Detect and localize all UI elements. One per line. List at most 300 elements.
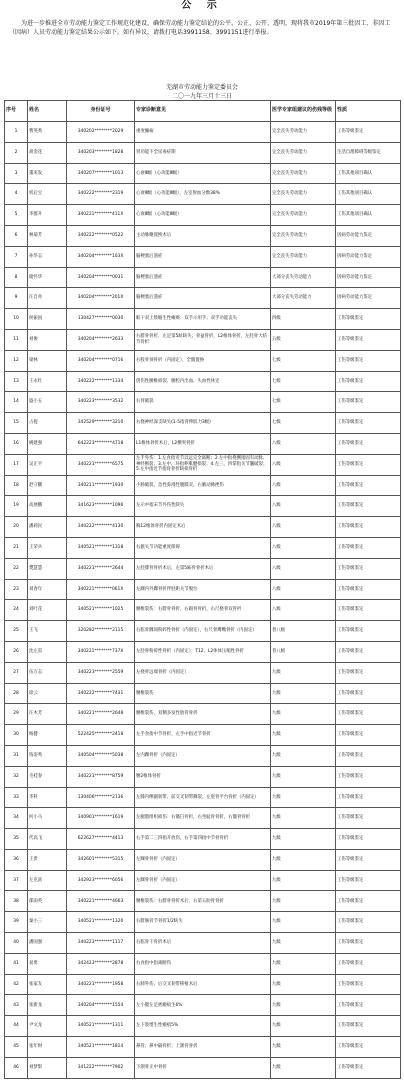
cell-index: 24: [5, 600, 28, 621]
cell-index: 6: [5, 225, 28, 246]
notice-intro: 为进一步推进全市劳动能力鉴定工作规范化建设，确保劳动能力鉴定结论的公平、公正、公开、透明，现将我市2019年第三批因工、非因工（因病）人员劳动能力鉴定结果公示如下。如有异议，请拨打电话3991158、3991151进行举报。: [9, 20, 391, 36]
cell-type: 工伤等级鉴定: [336, 641, 401, 662]
cell-disability-grade: 九级: [271, 849, 336, 870]
cell-type: 工伤等级鉴定: [336, 371, 401, 392]
appraisal-results-table: [4, 100, 401, 1079]
cell-disability-grade: 完全丧失劳动能力: [271, 122, 336, 143]
cell-disability-grade: 九级: [271, 1057, 336, 1078]
cell-id-number: 340504********5038: [67, 745, 135, 766]
cell-type: 工伤等级鉴定: [336, 829, 401, 850]
cell-type: 工伤等级鉴定: [336, 122, 401, 143]
cell-disability-grade: 完全丧失劳动能力: [271, 225, 336, 246]
cell-index: 45: [5, 1037, 28, 1058]
table-row: [5, 766, 401, 787]
cell-name: 伍万志: [28, 662, 67, 683]
cell-diagnosis: 小肠破裂、急性弥漫性腹膜炎，右腋动脉挫伤: [135, 475, 271, 496]
cell-disability-grade: 九级: [271, 1016, 336, 1037]
table-row: [5, 496, 401, 517]
cell-name: 代高飞: [28, 829, 67, 850]
cell-index: 22: [5, 558, 28, 579]
cell-disability-grade: 九级: [271, 933, 336, 954]
cell-type: 工伤等级鉴定: [336, 1057, 401, 1078]
cell-name: 王贵: [28, 849, 67, 870]
table-row: [5, 267, 401, 288]
cell-name: 张新龙: [28, 995, 67, 1016]
cell-diagnosis: 左桡骨远端骨折（内固定）: [135, 662, 271, 683]
cell-id-number: 340204********1554: [67, 995, 135, 1016]
table-row: [5, 621, 401, 642]
cell-diagnosis: 腰椎裂伤、双侧多发性肋骨骨折: [135, 704, 271, 725]
table-row: [5, 392, 401, 413]
issuing-organization: 芜湖市劳动能力鉴定委员会: [165, 84, 238, 91]
cell-disability-grade: 九级: [271, 808, 336, 829]
cell-name: 郁雨英: [28, 891, 67, 912]
cell-id-number: 642223********4718: [67, 433, 135, 454]
cell-index: 25: [5, 621, 28, 642]
cell-id-number: 340203********1828: [67, 142, 135, 163]
table-row: [5, 953, 401, 974]
table-row: [5, 933, 401, 954]
cell-disability-grade: 九级: [271, 891, 336, 912]
cell-disability-grade: 普八级: [271, 621, 336, 642]
cell-disability-grade: 九级: [271, 1037, 336, 1058]
cell-name: 汪自亮: [28, 288, 67, 309]
cell-diagnosis: 左手外伤：1.左食指近节以远完全离断；2.左中指桡侧指固有动脉、神经断裂；3.左中、环指伸肌腱损裂；4.左三、四掌指关节囊破裂；5.左中指近节指骨骨折缺损骨折: [135, 454, 271, 475]
cell-disability-grade: 九级: [271, 953, 336, 974]
cell-id-number: 340521********1320: [67, 912, 135, 933]
cell-type: 因病劳动能力鉴定: [336, 225, 401, 246]
cell-diagnosis: 心衰Ⅲ级（心功能Ⅲ级）: [135, 205, 271, 226]
cell-diagnosis: 腰椎裂伤: [135, 683, 271, 704]
cell-type: 工伤等级鉴定: [336, 475, 401, 496]
cell-name: 王飞: [28, 621, 67, 642]
cell-diagnosis: 脑梗塞后遗症: [135, 267, 271, 288]
cell-type: 工伤等级鉴定: [336, 392, 401, 413]
cell-type: 工伤等级鉴定: [336, 891, 401, 912]
table-row: [5, 288, 401, 309]
cell-index: 28: [5, 683, 28, 704]
cell-index: 33: [5, 787, 28, 808]
cell-diagnosis: 腰2椎体骨折: [135, 766, 271, 787]
cell-id-number: 340521********1318: [67, 537, 135, 558]
cell-type: 工伤等级鉴定: [336, 953, 401, 974]
table-row: [5, 163, 401, 184]
cell-type: 工伤等级鉴定: [336, 433, 401, 454]
column-header-diagnosis: 专家诊断意见: [135, 101, 271, 122]
cell-name: 侯振国: [28, 309, 67, 330]
cell-index: 40: [5, 933, 28, 954]
table-row: [5, 142, 401, 163]
table-row: [5, 683, 401, 704]
cell-name: 姚建强: [28, 433, 67, 454]
cell-diagnosis: 右手第二三四指开放伤，右手第四指中节骨骨折: [135, 829, 271, 850]
cell-name: 曹英秀: [28, 122, 67, 143]
issue-date: 二〇一九年三月十三日: [171, 93, 232, 100]
cell-type: 工伤等级鉴定: [336, 704, 401, 725]
cell-index: 21: [5, 537, 28, 558]
cell-disability-grade: 九级: [271, 787, 336, 808]
cell-diagnosis: 创伤性腰椎损裂、腰腔内出血，失血性休克: [135, 371, 271, 392]
cell-diagnosis: 右肱骨髁间粉碎性骨折（内固定），右尺骨鹰嘴骨折（内固定）: [135, 621, 271, 642]
cell-id-number: 340222********2319: [67, 184, 135, 205]
cell-name: 王荣兵: [28, 537, 67, 558]
cell-index: 5: [5, 205, 28, 226]
cell-diagnosis: 右肾破裂: [135, 392, 271, 413]
cell-id-number: 622627********4413: [67, 829, 135, 850]
cell-name: 李群升: [28, 205, 67, 226]
cell-disability-grade: 八级: [271, 600, 336, 621]
cell-type: 工伤等级鉴定: [336, 849, 401, 870]
cell-name: 张年财: [28, 1037, 67, 1058]
cell-type: 因病劳动能力鉴定: [336, 288, 401, 309]
cell-id-number: 340222********7431: [67, 683, 135, 704]
cell-diagnosis: 左手食指中节骨折、左手中指近节骨折: [135, 725, 271, 746]
cell-id-number: 340207********1013: [67, 163, 135, 184]
cell-disability-grade: 完全丧失劳动能力: [271, 142, 336, 163]
cell-disability-grade: 九级: [271, 725, 336, 746]
cell-id-number: 340521********1814: [67, 1037, 135, 1058]
cell-type: 工伤其他项目确认: [336, 184, 401, 205]
cell-diagnosis: 左踝骨骨折（内固定）: [135, 870, 271, 891]
cell-index: 7: [5, 246, 28, 267]
table-row: [5, 475, 401, 496]
cell-id-number: 340211********1930: [67, 475, 135, 496]
cell-index: 43: [5, 995, 28, 1016]
cell-id-number: 340204********0716: [67, 350, 135, 371]
cell-name: 刘俊: [28, 329, 67, 350]
cell-name: 王永红: [28, 371, 67, 392]
cell-type: 工伤等级鉴定: [336, 787, 401, 808]
cell-diagnosis: 左下肢增生性瘢痕5%: [135, 1016, 271, 1037]
cell-name: 易勇: [28, 953, 67, 974]
table-row: [5, 787, 401, 808]
table-row: [5, 122, 401, 143]
cell-index: 46: [5, 1057, 28, 1078]
cell-name: 潘国强: [28, 933, 67, 954]
table-row: [5, 205, 401, 226]
cell-disability-grade: 完全丧失劳动能力: [271, 205, 336, 226]
cell-disability-grade: 九级: [271, 974, 336, 995]
cell-disability-grade: 九级: [271, 870, 336, 891]
cell-index: 15: [5, 413, 28, 434]
cell-diagnosis: 腰椎裂伤：右腓骨骨折术后，右第五肋骨骨折: [135, 891, 271, 912]
cell-type: 工伤等级鉴定: [336, 662, 401, 683]
cell-index: 3: [5, 163, 28, 184]
cell-name: 吴正平: [28, 454, 67, 475]
cell-id-number: 340202********2029: [67, 122, 135, 143]
cell-disability-grade: 八级: [271, 496, 336, 517]
cell-diagnosis: 左小腿左足底瘢痕生6%: [135, 995, 271, 1016]
cell-name: 沈左雷: [28, 641, 67, 662]
cell-disability-grade: 九级: [271, 766, 336, 787]
cell-name: 潘莉民: [28, 517, 67, 538]
cell-index: 27: [5, 662, 28, 683]
cell-name: 董来发: [28, 163, 67, 184]
cell-disability-grade: 大部分丧失劳动能力: [271, 267, 336, 288]
cell-id-number: 341623********1096: [67, 496, 135, 517]
cell-diagnosis: 右腓肠骨节骨折1/2缺失: [135, 912, 271, 933]
cell-disability-grade: 九级: [271, 995, 336, 1016]
cell-disability-grade: 九级: [271, 829, 336, 850]
cell-type: 工伤等级鉴定: [336, 517, 401, 538]
cell-diagnosis: 右腓骨骨折，左足第5趾缺失；骨盆骨折，L2椎体骨折，左胫骨大结节骨折: [135, 329, 271, 350]
cell-type: 工伤其他项目确认: [336, 163, 401, 184]
cell-type: 工伤等级鉴定: [336, 683, 401, 704]
table-row: [5, 413, 401, 434]
cell-name: 杨健: [28, 725, 67, 746]
table-row: [5, 184, 401, 205]
cell-name: 占捉: [28, 413, 67, 434]
table-row: [5, 350, 401, 371]
cell-index: 17: [5, 454, 28, 475]
cell-name: 刘叶花: [28, 600, 67, 621]
cell-diagnosis: 右肺外伤、后交叉韧带移植术后: [135, 974, 271, 995]
cell-index: 14: [5, 392, 28, 413]
cell-name: 秦小三: [28, 912, 67, 933]
cell-diagnosis: 肾功能不全尿毒症期: [135, 142, 271, 163]
cell-id-number: 342601********5315: [67, 849, 135, 870]
cell-id-number: 342423********2878: [67, 953, 135, 974]
cell-index: 34: [5, 808, 28, 829]
table-row: [5, 891, 401, 912]
cell-id-number: 340223********2559: [67, 662, 135, 683]
table-row: [5, 246, 401, 267]
cell-index: 12: [5, 350, 28, 371]
table-row: [5, 870, 401, 891]
cell-disability-grade: 四级: [271, 309, 336, 330]
cell-disability-grade: 完全丧失劳动能力: [271, 184, 336, 205]
table-row: [5, 1037, 401, 1058]
cell-id-number: 340221********2648: [67, 704, 135, 725]
cell-name: 何小马: [28, 808, 67, 829]
cell-disability-grade: 九级: [271, 662, 336, 683]
cell-diagnosis: 主动脉瓣置换术后: [135, 225, 271, 246]
table-row: [5, 974, 401, 995]
cell-diagnosis: 心衰Ⅲ级（心功能Ⅲ级），左室射血分数38%: [135, 184, 271, 205]
cell-disability-grade: 八级: [271, 558, 336, 579]
cell-index: 19: [5, 496, 28, 517]
cell-disability-grade: 九级: [271, 683, 336, 704]
cell-disability-grade: 七级: [271, 371, 336, 392]
cell-id-number: 342529********3210: [67, 413, 135, 434]
cell-disability-grade: 五级: [271, 329, 336, 350]
table-row: [5, 704, 401, 725]
cell-index: 42: [5, 974, 28, 995]
cell-disability-grade: 八级: [271, 433, 336, 454]
cell-type: 工伤等级鉴定: [336, 454, 401, 475]
cell-id-number: 340221********411X: [67, 205, 135, 226]
cell-type: 工伤等级鉴定: [336, 870, 401, 891]
cell-index: 29: [5, 704, 28, 725]
column-header-id-number: 身份证号: [67, 101, 135, 122]
cell-diagnosis: 脑梗塞后遗症: [135, 246, 271, 267]
cell-type: 因病劳动能力鉴定: [336, 246, 401, 267]
cell-name: 孙华志: [28, 246, 67, 267]
column-header-type: 性质: [336, 101, 401, 122]
table-row: [5, 558, 401, 579]
cell-name: 赵守鹏: [28, 475, 67, 496]
cell-type: 工伤等级鉴定: [336, 1016, 401, 1037]
cell-id-number: 340221********1958: [67, 974, 135, 995]
cell-name: 机后宝: [28, 184, 67, 205]
table-row: [5, 454, 401, 475]
cell-name: 李科: [28, 787, 67, 808]
cell-index: 39: [5, 912, 28, 933]
cell-type: 生活自理障碍等级鉴定: [336, 142, 401, 163]
cell-type: 工伤等级鉴定: [336, 558, 401, 579]
cell-name: 高展鹏: [28, 496, 67, 517]
cell-diagnosis: 左踝骨骨折（内固定）: [135, 849, 271, 870]
cell-disability-grade: 大部分丧失劳动能力: [271, 288, 336, 309]
cell-index: 26: [5, 641, 28, 662]
cell-type: 工伤等级鉴定: [336, 766, 401, 787]
cell-disability-grade: 八级: [271, 517, 336, 538]
cell-disability-grade: 九级: [271, 745, 336, 766]
cell-disability-grade: 七级: [271, 350, 336, 371]
cell-id-number: 342923********6056: [67, 870, 135, 891]
cell-id-number: 340222********0522: [67, 225, 135, 246]
table-row: [5, 725, 401, 746]
table-row: [5, 329, 401, 350]
cell-index: 36: [5, 849, 28, 870]
cell-diagnosis: 下颌骨正中骨折: [135, 1057, 271, 1078]
cell-disability-grade: 七级: [271, 413, 336, 434]
cell-diagnosis: 右髌关节功能重度障碍: [135, 537, 271, 558]
cell-type: 工伤等级鉴定: [336, 912, 401, 933]
cell-index: 16: [5, 433, 28, 454]
cell-index: 20: [5, 517, 28, 538]
cell-index: 10: [5, 309, 28, 330]
cell-name: 刘梦影: [28, 1057, 67, 1078]
column-header-disability-grade: 医学专家组建议的伤残等级: [271, 101, 336, 122]
cell-diagnosis: 右桡神经深支缺失(1-5指背伸肌力3级): [135, 413, 271, 434]
cell-name: 盛小五: [28, 392, 67, 413]
cell-id-number: 340204********201X: [67, 288, 135, 309]
cell-type: 工伤等级鉴定: [336, 1037, 401, 1058]
cell-id-number: 340204********103X: [67, 246, 135, 267]
table-row: [5, 225, 401, 246]
cell-id-number: 340222********1334: [67, 371, 135, 392]
cell-diagnosis: 腰椎裂伤：右腓骨骨折，右跟骨骨折，右尺桡骨双骨折: [135, 600, 271, 621]
cell-id-number: 340222********4130: [67, 517, 135, 538]
cell-id-number: 320282********2115: [67, 621, 135, 642]
cell-name: 徐云: [28, 683, 67, 704]
cell-disability-grade: 八级: [271, 579, 336, 600]
cell-type: 工伤等级鉴定: [336, 621, 401, 642]
table-row: [5, 579, 401, 600]
cell-id-number: 130427********0030: [67, 309, 135, 330]
cell-diagnosis: 心衰Ⅲ级（心功能Ⅲ级）: [135, 163, 271, 184]
notice-title: 公 示: [181, 0, 223, 11]
cell-name: 樊慧慧: [28, 558, 67, 579]
cell-type: 工伤等级鉴定: [336, 808, 401, 829]
cell-diagnosis: 左踝内外踝骨折伴胫距关节脱位: [135, 579, 271, 600]
cell-disability-grade: 完全丧失劳动能力: [271, 163, 336, 184]
cell-type: 工伤其他项目确认: [336, 205, 401, 226]
cell-type: 工伤等级鉴定: [336, 995, 401, 1016]
cell-index: 18: [5, 475, 28, 496]
cell-type: 工伤等级鉴定: [336, 600, 401, 621]
cell-diagnosis: 左内踝骨折（内固定）: [135, 745, 271, 766]
cell-diagnosis: 左腿脂组织损伤：右髋臼骨折，右坐耻骨骨折，右髋骨骨折: [135, 808, 271, 829]
cell-index: 11: [5, 329, 28, 350]
cell-index: 9: [5, 288, 28, 309]
table-row: [5, 829, 401, 850]
cell-id-number: 340204********0031: [67, 267, 135, 288]
cell-id-number: 340223********3532: [67, 392, 135, 413]
cell-index: 31: [5, 745, 28, 766]
table-row: [5, 517, 401, 538]
cell-index: 1: [5, 122, 28, 143]
cell-index: 32: [5, 766, 28, 787]
table-row: [5, 371, 401, 392]
cell-disability-grade: 普八级: [271, 641, 336, 662]
cell-type: 工伤等级鉴定: [336, 309, 401, 330]
cell-id-number: 340221********061X: [67, 579, 135, 600]
column-header-index: 序号: [5, 101, 28, 122]
cell-id-number: 340901********1619: [67, 808, 135, 829]
cell-id-number: 130406********2136: [67, 787, 135, 808]
cell-name: 梁林: [28, 350, 67, 371]
cell-diagnosis: 左示中指末节外伤性缺失: [135, 496, 271, 517]
cell-id-number: 341222********7902: [67, 1057, 135, 1078]
table-row: [5, 662, 401, 683]
cell-id-number: 340204********2633: [67, 329, 135, 350]
cell-name: 林菊芳: [28, 225, 67, 246]
cell-name: 刘春年: [28, 579, 67, 600]
cell-disability-grade: 九级: [271, 912, 336, 933]
cell-disability-grade: 完全丧失劳动能力: [271, 246, 336, 267]
cell-type: 工伤等级鉴定: [336, 496, 401, 517]
table-row: [5, 600, 401, 621]
cell-diagnosis: 鼻骨、鼻中隔骨折；上颌骨骨折: [135, 1037, 271, 1058]
cell-index: 23: [5, 579, 28, 600]
cell-name: 钱姿秀: [28, 745, 67, 766]
cell-name: 左克富: [28, 870, 67, 891]
table-row: [5, 745, 401, 766]
cell-name: 张家友: [28, 974, 67, 995]
table-row: [5, 1016, 401, 1037]
cell-diagnosis: 右股骨颈骨折（内固定），全髋置换: [135, 350, 271, 371]
table-row: [5, 849, 401, 870]
cell-id-number: 340221********737X: [67, 641, 135, 662]
cell-id-number: 340221********6575: [67, 454, 135, 475]
cell-diagnosis: 左胫腓骨骨折术后，左第5跖骨骨折术后: [135, 558, 271, 579]
table-row: [5, 433, 401, 454]
cell-id-number: 340221********2644: [67, 558, 135, 579]
cell-type: 工伤等级鉴定: [336, 579, 401, 600]
cell-name: 尹文龙: [28, 1016, 67, 1037]
cell-type: 工伤等级鉴定: [336, 933, 401, 954]
cell-type: 工伤等级鉴定: [336, 537, 401, 558]
cell-diagnosis: 左膝内侧副韧带、前交叉韧带撕裂；左胫骨平台骨折（内固定）: [135, 787, 271, 808]
cell-index: 2: [5, 142, 28, 163]
table-header-row: [5, 101, 401, 122]
cell-index: 35: [5, 829, 28, 850]
cell-type: 工伤等级鉴定: [336, 329, 401, 350]
cell-id-number: 340221********4663: [67, 891, 135, 912]
cell-id-number: 340521********1311: [67, 1016, 135, 1037]
cell-diagnosis: 眶干双上肢缩生性瘫痪：双手示用手；双手功能丧失: [135, 309, 271, 330]
cell-index: 13: [5, 371, 28, 392]
cell-index: 4: [5, 184, 28, 205]
cell-index: 38: [5, 891, 28, 912]
cell-type: 工伤等级鉴定: [336, 745, 401, 766]
table-row: [5, 912, 401, 933]
cell-diagnosis: 右食指中指离断伤: [135, 953, 271, 974]
cell-id-number: 340521********1025: [67, 600, 135, 621]
cell-diagnosis: 左胫骨粉碎性骨折（内固定）；T12、L2体体压缩性骨折: [135, 641, 271, 662]
